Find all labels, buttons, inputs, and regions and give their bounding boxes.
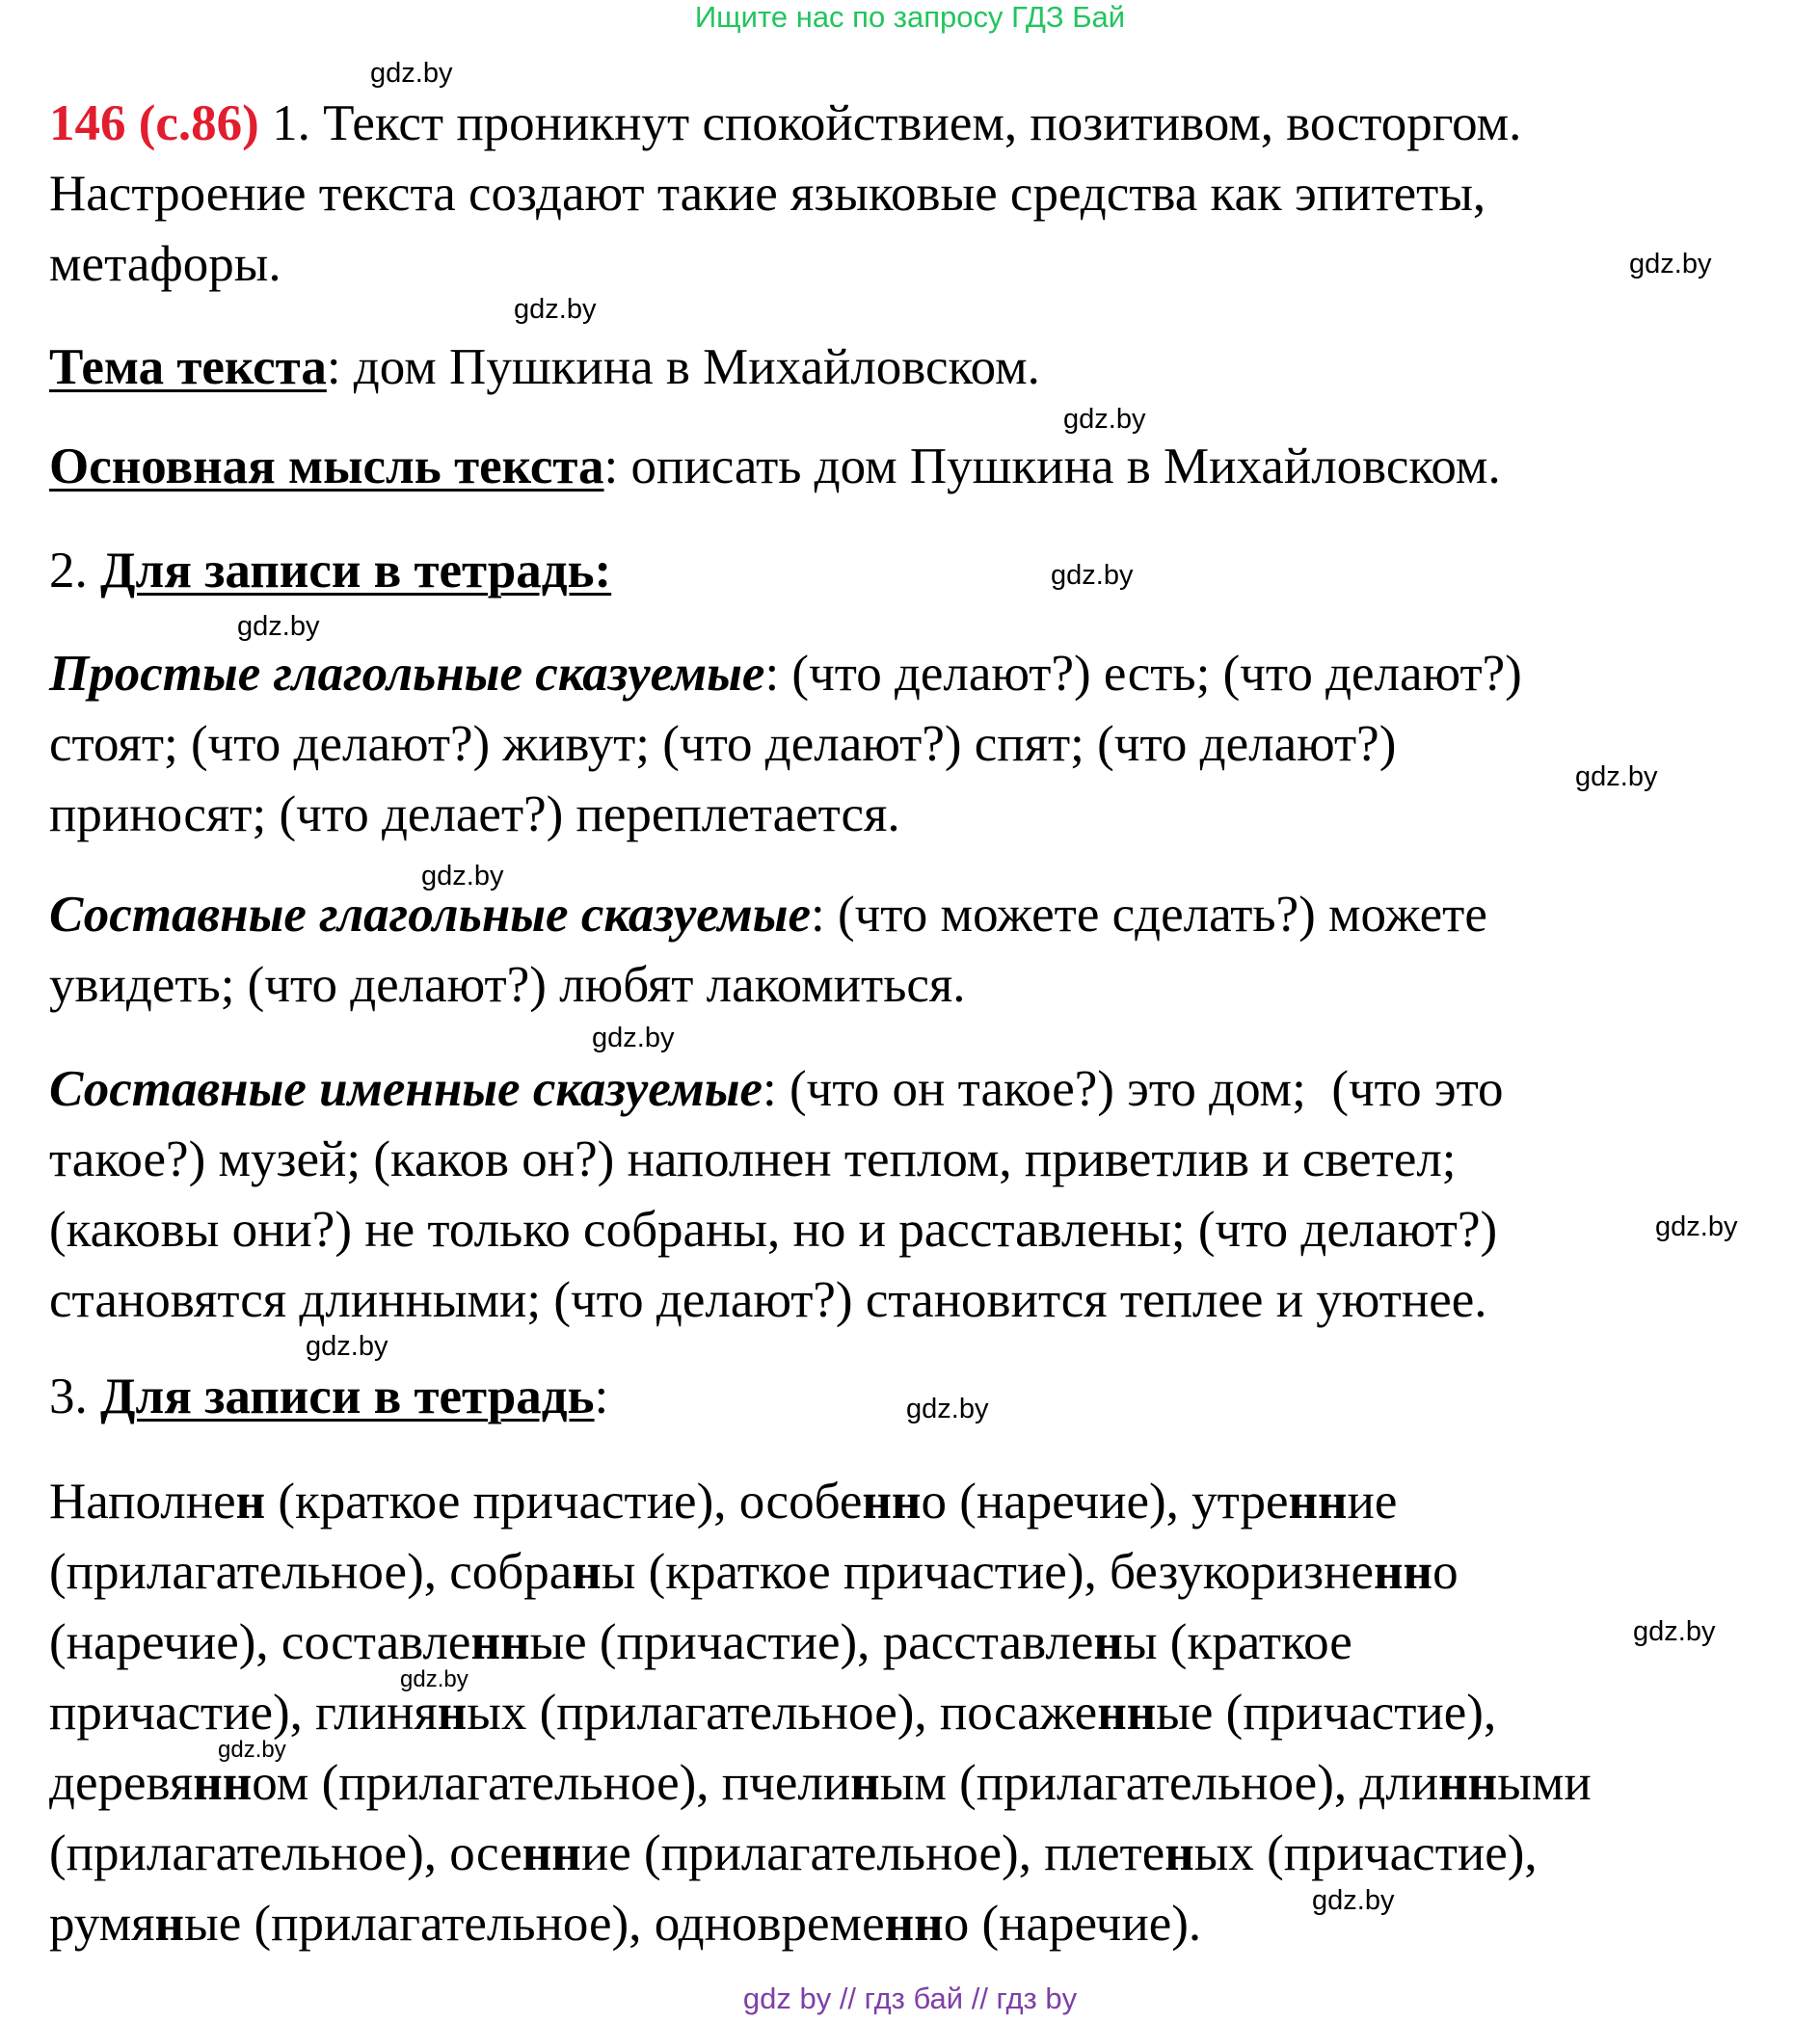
- letter-highlight: н: [154, 1896, 185, 1952]
- watermark: gdz.by: [237, 611, 320, 642]
- theme-text: : дом Пушкина в Михайловском.: [326, 339, 1040, 395]
- watermark: gdz.by: [370, 58, 453, 89]
- letter-highlight: н: [437, 1685, 468, 1741]
- text-line: приносят; (что делает?) переплетается.: [49, 786, 900, 842]
- part2-heading: [49, 536, 1775, 606]
- watermark: gdz.by: [1312, 1885, 1395, 1916]
- text-line: [49, 1748, 1775, 1819]
- text-fragment: о (наречие).: [943, 1896, 1202, 1952]
- part-number: 2.: [49, 543, 100, 599]
- text-line: метафоры.: [49, 236, 281, 292]
- compound-nominal-predicates: [49, 1054, 1775, 1336]
- watermark: gdz.by: [306, 1331, 388, 1362]
- text-fragment: румя: [49, 1896, 155, 1952]
- text-fragment: Наполне: [49, 1474, 236, 1530]
- watermark: gdz.by: [1633, 1616, 1716, 1647]
- text-fragment: : (что можете сделать?) можете: [811, 887, 1487, 943]
- part3-heading: [49, 1362, 1775, 1432]
- text-fragment: : (что делают?) есть; (что делают?): [764, 646, 1522, 702]
- text-line: [49, 1608, 1775, 1678]
- letter-highlight: нн: [1438, 1755, 1498, 1811]
- text-fragment: ых (прилагательное), посаже: [467, 1685, 1098, 1741]
- text-line: [49, 1678, 1775, 1748]
- text-line: [49, 880, 1775, 950]
- compound-verb-label: Составные глагольные сказуемые: [49, 887, 812, 943]
- letter-highlight: н: [1164, 1825, 1194, 1881]
- text-fragment: (прилагательное), осе: [49, 1825, 522, 1881]
- text-line: [49, 639, 1775, 709]
- letter-highlight: нн: [193, 1755, 253, 1811]
- text-fragment: о: [1432, 1544, 1459, 1600]
- letter-highlight: нн: [522, 1825, 581, 1881]
- watermark: gdz.by: [218, 1737, 286, 1763]
- text-line: Настроение текста создают такие языковые средства как эпитеты,: [49, 166, 1486, 222]
- text-fragment: ые (причастие),: [1156, 1685, 1497, 1741]
- theme-label: Тема текста: [49, 339, 327, 395]
- text-line: [49, 1054, 1775, 1125]
- compound-verb-predicates: [49, 880, 1775, 1021]
- text-fragment: ие (прилагательное), плете: [580, 1825, 1165, 1881]
- text-fragment: :: [594, 1369, 609, 1424]
- text-line: стоят; (что делают?) живут; (что делают?) спят; (что делают?): [49, 716, 1397, 772]
- search-banner: Ищите нас по запросу ГДЗ Бай: [694, 0, 1126, 34]
- watermark: gdz.by: [1575, 761, 1658, 792]
- idea-line: [49, 432, 1775, 502]
- part-heading: Для записи в тетрадь: [100, 1369, 595, 1424]
- simple-predicates: [49, 639, 1775, 850]
- watermark: gdz.by: [592, 1023, 675, 1053]
- watermark: gdz.by: [1629, 249, 1712, 279]
- watermark: gdz.by: [1063, 404, 1146, 435]
- watermark: gdz.by: [906, 1394, 989, 1424]
- theme-line: [49, 333, 1775, 403]
- letter-highlight: н: [235, 1474, 266, 1530]
- part-number: 3.: [49, 1369, 100, 1424]
- text-fragment: ы (краткое причастие), безукоризне: [601, 1544, 1374, 1600]
- letter-highlight: нн: [470, 1614, 530, 1670]
- text-line: [49, 1889, 1775, 1959]
- text-fragment: ые (прилагательное), одновреме: [184, 1896, 885, 1952]
- word-analysis: [49, 1467, 1775, 1959]
- simple-label: Простые глагольные сказуемые: [49, 646, 765, 702]
- letter-highlight: нн: [884, 1896, 944, 1952]
- text-line: [49, 1819, 1775, 1889]
- part-heading: Для записи в тетрадь:: [100, 543, 612, 599]
- watermark: gdz.by: [1051, 560, 1134, 591]
- idea-text: : описать дом Пушкина в Михайловском.: [603, 439, 1501, 494]
- text-fragment: ыми: [1497, 1755, 1592, 1811]
- letter-highlight: н: [572, 1544, 602, 1600]
- watermark: gdz.by: [1655, 1211, 1738, 1242]
- text-fragment: ые (причастие), расставле: [529, 1614, 1094, 1670]
- text-line: [49, 1467, 1775, 1537]
- text-fragment: ом (прилагательное), пчели: [252, 1755, 851, 1811]
- footer-links: gdz by // гдз бай // гдз by: [742, 1982, 1078, 2015]
- text-line: (каковы они?) не только собраны, но и расставлены; (что делают?): [49, 1202, 1498, 1258]
- paragraph-intro: [49, 89, 1775, 300]
- letter-highlight: нн: [1288, 1474, 1348, 1530]
- text-fragment: (прилагательное), собра: [49, 1544, 573, 1600]
- watermark: gdz.by: [514, 294, 597, 325]
- letter-highlight: нн: [1097, 1685, 1157, 1741]
- text-fragment: 1. Текст проникнут спокойствием, позитивом, восторгом.: [258, 95, 1522, 151]
- letter-highlight: н: [850, 1755, 880, 1811]
- text-fragment: ых (причастие),: [1193, 1825, 1538, 1881]
- text-fragment: (наречие), составле: [49, 1614, 471, 1670]
- text-line: увидеть; (что делают?) любят лакомиться.: [49, 957, 966, 1013]
- text-line: [49, 1537, 1775, 1608]
- text-fragment: (краткое причастие), особе: [265, 1474, 863, 1530]
- text-fragment: ие: [1347, 1474, 1398, 1530]
- text-line: такое?) музей; (каков он?) наполнен теплом, приветлив и светел;: [49, 1131, 1457, 1187]
- letter-highlight: нн: [1373, 1544, 1433, 1600]
- idea-label: Основная мысль текста: [49, 439, 604, 494]
- letter-highlight: н: [1093, 1614, 1123, 1670]
- watermark: gdz.by: [400, 1666, 468, 1692]
- letter-highlight: нн: [862, 1474, 922, 1530]
- text-fragment: причастие), глиня: [49, 1685, 438, 1741]
- text-fragment: деревя: [49, 1755, 194, 1811]
- text-fragment: о (наречие), утре: [921, 1474, 1289, 1530]
- compound-nominal-label: Составные именные сказуемые: [49, 1061, 763, 1117]
- watermark: gdz.by: [421, 861, 504, 891]
- text-line: становятся длинными; (что делают?) становится теплее и уютнее.: [49, 1272, 1487, 1328]
- text-fragment: ым (прилагательное), дли: [879, 1755, 1439, 1811]
- task-number: 146 (с.86): [49, 95, 259, 151]
- text-fragment: ы (краткое: [1122, 1614, 1352, 1670]
- text-fragment: : (что он такое?) это дом; (что это: [763, 1061, 1504, 1117]
- text-line: [49, 89, 1775, 159]
